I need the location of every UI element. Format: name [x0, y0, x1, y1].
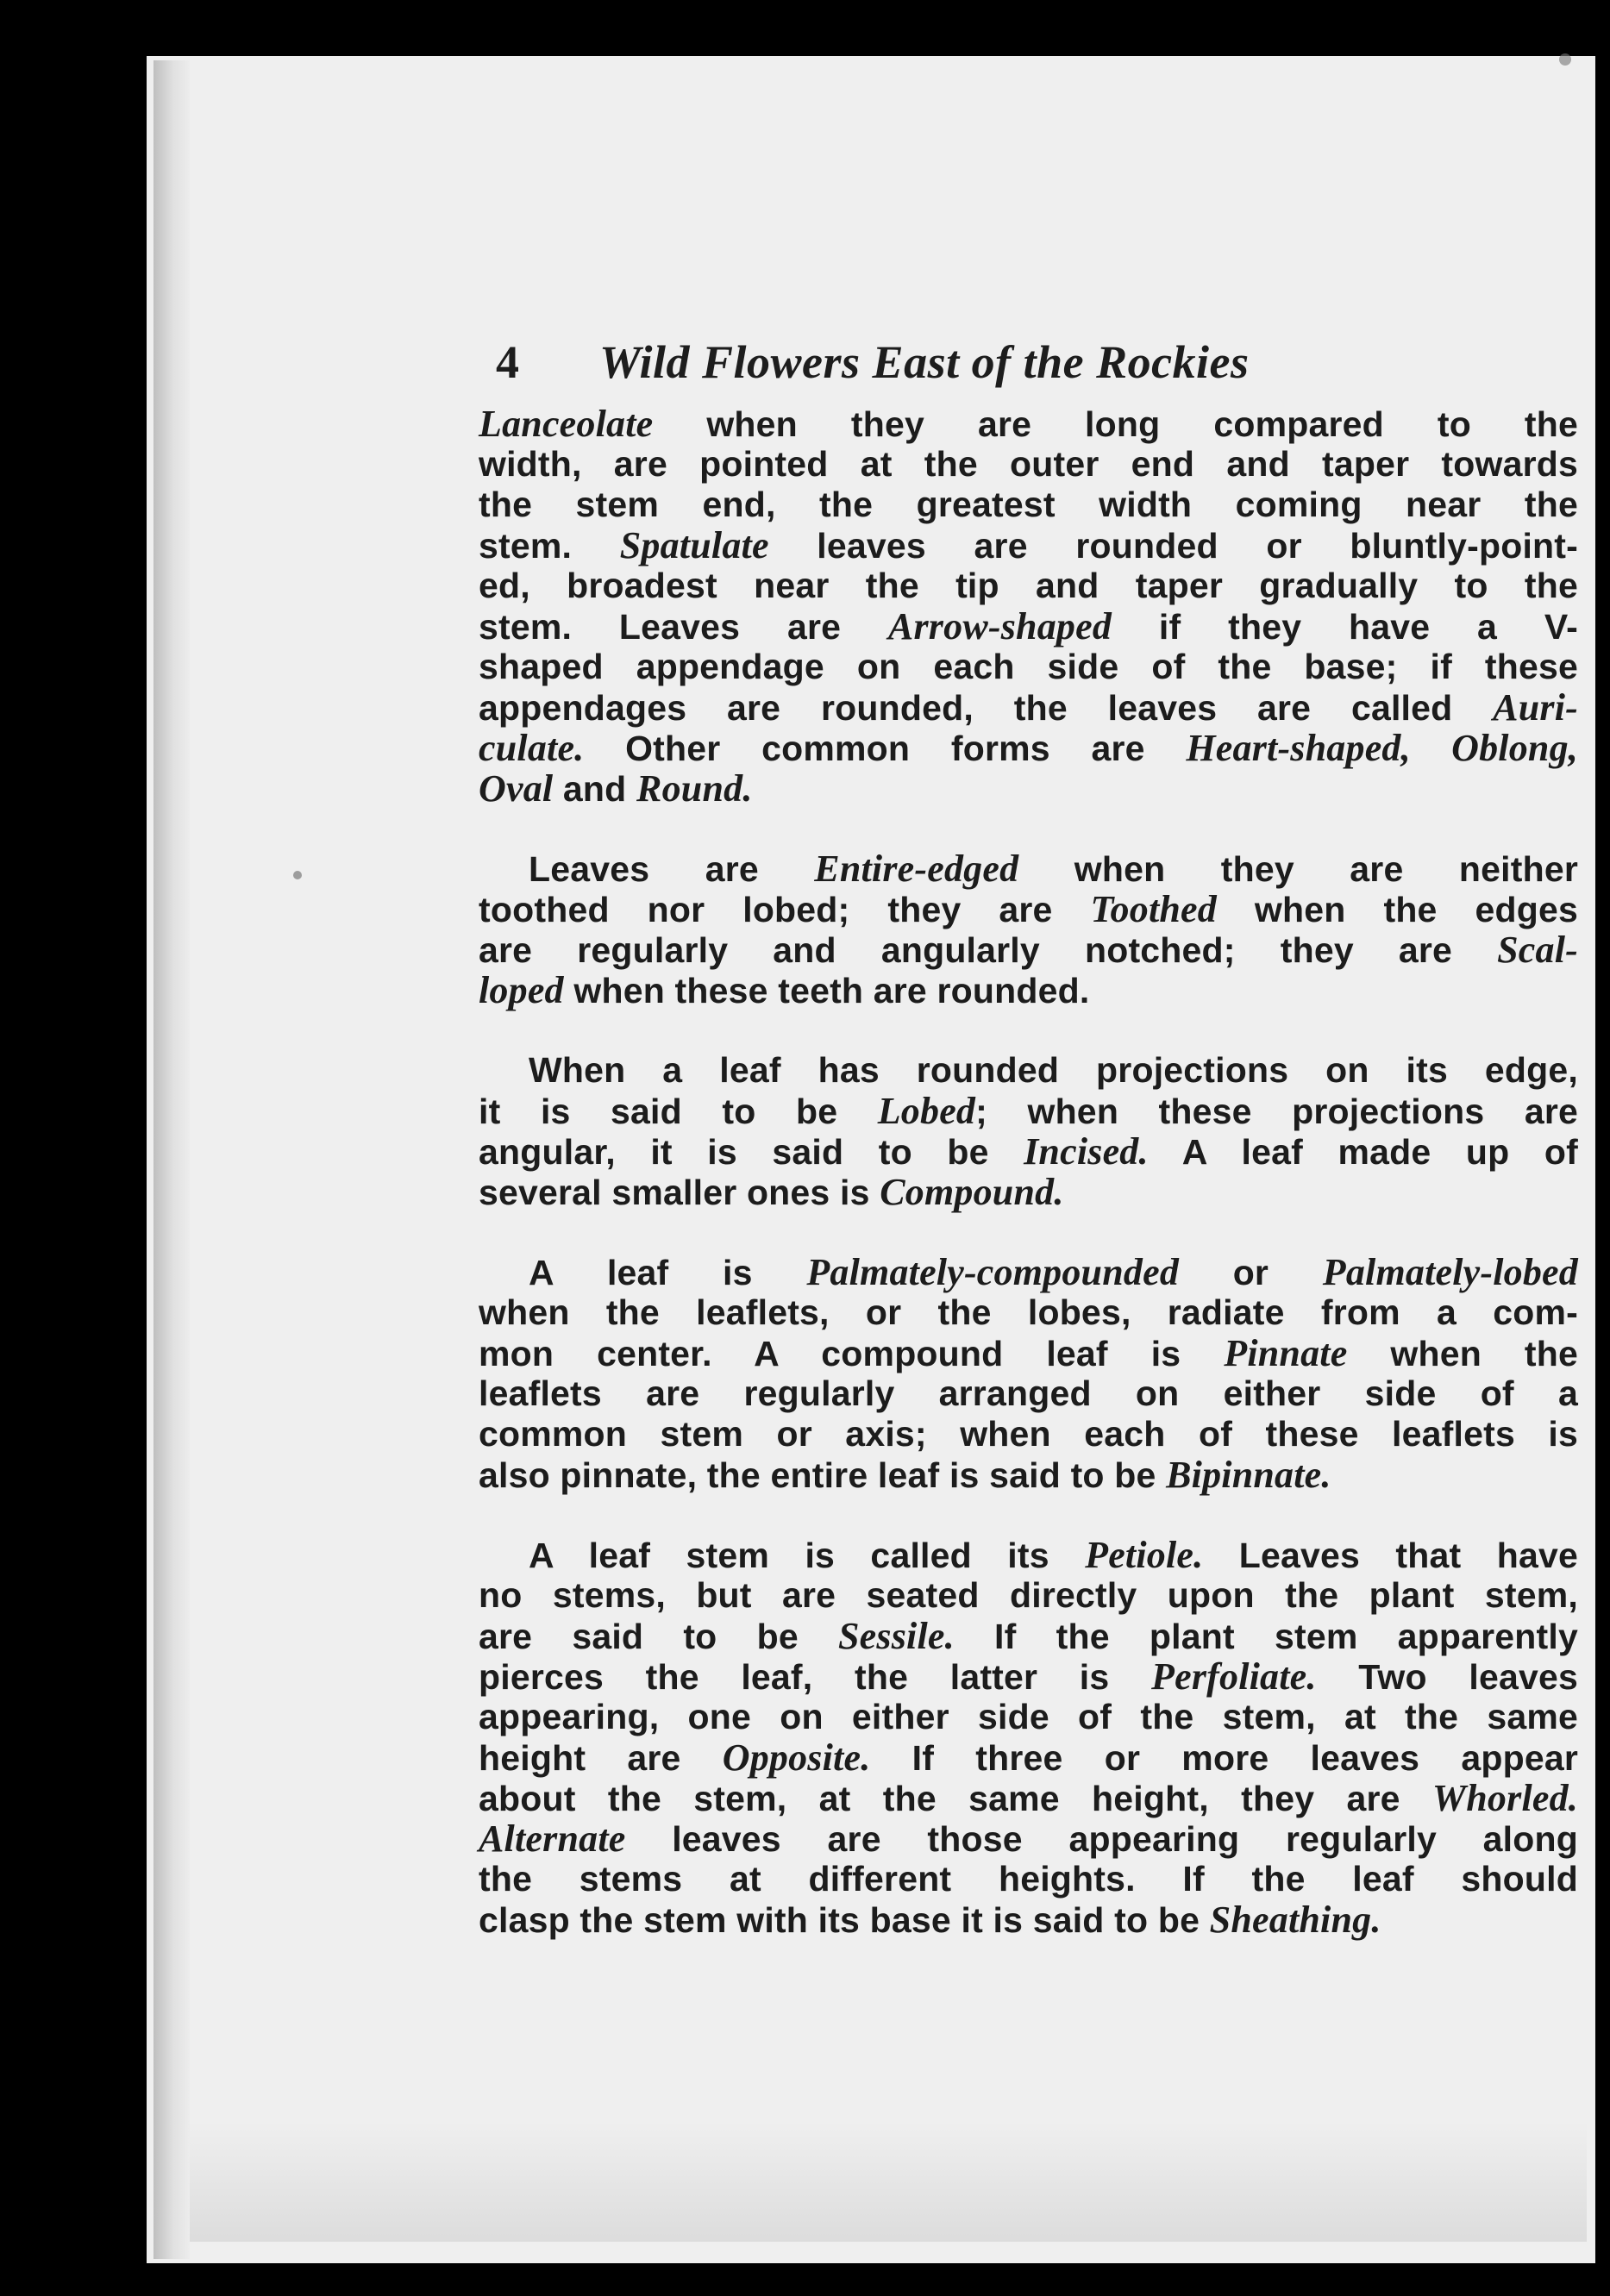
- paragraph-gap: [479, 1010, 1578, 1050]
- text-line: angular, it is said to be Incised. A leaf made up of: [479, 1130, 1578, 1173]
- text-line: Alternate leaves are those appearing regularly along: [479, 1817, 1578, 1860]
- scan-speck: [293, 871, 302, 879]
- paragraph: [479, 848, 1578, 1010]
- text-line: stem. Leaves are Arrow-shaped if they have a V-: [479, 605, 1578, 648]
- text-line: about the stem, at the same height, they are Whorled.: [479, 1777, 1578, 1819]
- text-line: A leaf is Palmately-compounded or Palmately-lobed: [529, 1251, 1578, 1293]
- text-line: the stem end, the greatest width coming near the: [479, 485, 1578, 524]
- paragraph: [479, 1252, 1578, 1495]
- text-line: width, are pointed at the outer end and taper towards: [479, 444, 1578, 484]
- scan-speck: [1559, 53, 1571, 66]
- text-line: Oval and Round.: [479, 767, 753, 810]
- page-body-text: [479, 404, 1578, 1940]
- text-line: leaflets are regularly arranged on either side of a: [479, 1373, 1578, 1413]
- text-line: are said to be Sessile. If the plant stem apparently: [479, 1615, 1578, 1657]
- text-line: height are Opposite. If three or more leaves appear: [479, 1736, 1578, 1779]
- text-line: appearing, one on either side of the stem, at the same: [479, 1697, 1578, 1736]
- text-line: pierces the leaf, the latter is Perfoliate. Two leaves: [479, 1655, 1578, 1698]
- page-bottom-edge: [190, 2121, 1587, 2242]
- text-line: loped when these teeth are rounded.: [479, 969, 1090, 1011]
- text-line: are regularly and angularly notched; they are Scal-: [479, 929, 1578, 971]
- text-line: toothed nor lobed; they are Toothed when the edges: [479, 888, 1579, 930]
- text-line: ed, broadest near the tip and taper gradually to the: [479, 566, 1578, 605]
- text-line: mon center. A compound leaf is Pinnate when the: [479, 1332, 1578, 1374]
- text-line: When a leaf has rounded projections on its edge,: [529, 1050, 1578, 1090]
- text-line: when the leaflets, or the lobes, radiate from a com-: [479, 1292, 1578, 1332]
- text-line: Leaves are Entire-edged when they are neither: [529, 848, 1578, 890]
- paragraph: [479, 1535, 1578, 1940]
- text-line: Lanceolate when they are long compared to the: [479, 403, 1578, 445]
- text-line: it is said to be Lobed; when these projections are: [479, 1090, 1578, 1132]
- text-line: stem. Spatulate leaves are rounded or bluntly-point-: [479, 524, 1578, 566]
- text-line: shaped appendage on each side of the base; if these: [479, 647, 1578, 686]
- text-line: the stems at different heights. If the leaf should: [479, 1859, 1578, 1899]
- paragraph: [479, 1050, 1578, 1212]
- paragraph-gap: [479, 1495, 1578, 1535]
- page-binding-shadow: [153, 60, 190, 2259]
- text-line: also pinnate, the entire leaf is said to be Bipinnate.: [479, 1454, 1331, 1496]
- page-number: 4: [496, 336, 519, 388]
- text-line: several smaller ones is Compound.: [479, 1171, 1064, 1213]
- text-line: culate. Other common forms are Heart-shaped, Oblong,: [479, 727, 1578, 769]
- text-line: no stems, but are seated directly upon the plant stem,: [479, 1575, 1578, 1615]
- text-line: A leaf stem is called its Petiole. Leaves that have: [529, 1534, 1578, 1576]
- book-title: Wild Flowers East of the Rockies: [599, 336, 1250, 388]
- text-line: clasp the stem with its base it is said to be Sheathing.: [479, 1899, 1381, 1941]
- text-line: appendages are rounded, the leaves are called Auri-: [479, 686, 1578, 729]
- paragraph: [479, 404, 1578, 809]
- paragraph-gap: [479, 809, 1578, 848]
- paragraph-gap: [479, 1212, 1578, 1252]
- text-line: common stem or axis; when each of these leaflets is: [479, 1414, 1578, 1454]
- running-head: [496, 332, 1582, 392]
